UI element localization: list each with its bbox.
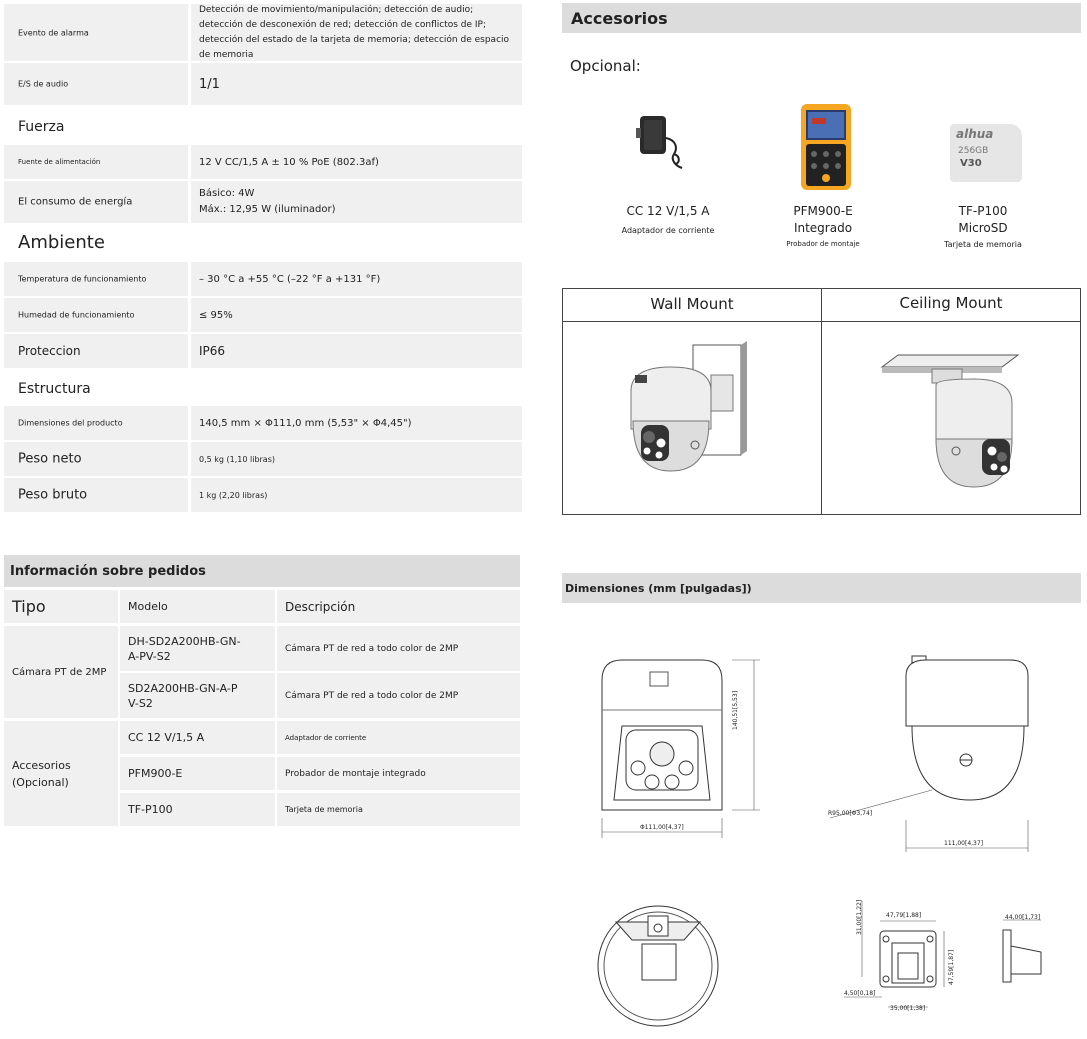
spec-label: Peso neto <box>18 451 82 467</box>
spec-label: El consumo de energía <box>18 196 133 208</box>
section-power: Fuerza <box>18 119 65 135</box>
optional-label: Opcional: <box>570 57 641 75</box>
accessory-name: TF-P100 <box>958 204 1008 218</box>
spec-value: IP66 <box>199 344 226 358</box>
accessory-name-line2: MicroSD <box>958 221 1008 235</box>
dimension-bracket-view <box>840 895 970 1020</box>
spec-row-power-consumption <box>4 181 522 223</box>
spec-label: Evento de alarma <box>18 28 89 37</box>
ceiling-mount-label: Ceiling Mount <box>899 294 1003 312</box>
desc-text: Probador de montaje integrado <box>285 768 426 779</box>
accessory-name: CC 12 V/1,5 A <box>626 204 710 218</box>
section-structure: Estructura <box>18 381 91 397</box>
spec-row-audio-io <box>4 63 522 105</box>
wall-mount-label: Wall Mount <box>650 295 734 313</box>
table-row-desc <box>277 757 520 790</box>
dimensions-title: Dimensiones (mm [pulgadas]) <box>562 573 1081 603</box>
desc-text: Cámara PT de red a todo color de 2MP <box>285 690 459 701</box>
spec-value: – 30 °C a +55 °C (–22 °F a +131 °F) <box>199 273 381 285</box>
dim-bracket-side: 44,00[1,73] <box>1005 914 1041 921</box>
spec-value: 1 kg (2,20 libras) <box>199 490 268 500</box>
tester-device-icon <box>796 102 856 192</box>
microsd-card-icon <box>950 124 1022 182</box>
spec-row-gross-weight <box>4 478 522 512</box>
dim-front-height: 140,51[5,53] <box>732 690 739 730</box>
spec-label: Temperatura de funcionamiento <box>18 274 147 284</box>
model-text: SD2A200HB-GN-A-PV-S2 <box>128 681 238 710</box>
spec-value: 1/1 <box>199 76 220 92</box>
accessory-item-adapter <box>598 203 738 235</box>
dim-bracket-height: 47,59[1,87] <box>948 949 955 985</box>
table-row-model <box>120 757 275 790</box>
section-environment: Ambiente <box>18 232 105 253</box>
card-class: V30 <box>960 158 982 169</box>
dim-front-width: Φ111,00[4,37] <box>640 824 684 831</box>
spec-row-power-supply <box>4 145 522 179</box>
desc-text: Adaptador de corriente <box>285 733 367 742</box>
accessory-name-line2: Integrado <box>793 221 853 235</box>
wall-mount-camera-image <box>613 339 763 489</box>
spec-row-net-weight <box>4 442 522 476</box>
power-adapter-icon <box>628 108 698 178</box>
model-text: PFM900-E <box>128 767 183 780</box>
accessory-caption: Tarjeta de memoria <box>944 240 1022 249</box>
card-brand-logo: alhua <box>956 127 994 141</box>
spec-value-line2: Máx.: 12,95 W (iluminador) <box>199 204 336 215</box>
table-row-desc <box>277 793 520 826</box>
spec-label: Humedad de funcionamiento <box>18 310 135 320</box>
model-text: CC 12 V/1,5 A <box>128 731 205 744</box>
model-text: DH-SD2A200HB-GN-A-PV-S2 <box>128 634 241 663</box>
table-row-desc <box>277 626 520 671</box>
accessory-caption: Probador de montaje <box>786 240 860 248</box>
type-camera <box>4 626 118 718</box>
dim-bracket-top: 31,00[1,22] <box>856 899 863 935</box>
spec-label: Proteccion <box>18 344 81 358</box>
col-header-desc <box>277 590 520 623</box>
spec-label: Fuente de alimentación <box>18 158 101 166</box>
accessory-item-microsd <box>913 203 1053 249</box>
table-row-model <box>120 626 275 671</box>
dimension-front-view <box>592 650 782 850</box>
spec-value: ≤ 95% <box>199 309 233 321</box>
type-acc-line1: Accesorios <box>12 758 71 772</box>
spec-value-line1: Básico: 4W <box>199 188 255 199</box>
table-row-desc <box>277 673 520 718</box>
table-row-desc <box>277 721 520 754</box>
spec-value: Detección de movimiento/manipulación; detección de audio; detección de desconexión de red; detección de conflictos de IP; detección del estado de la tarjeta de memoria; detección de espacio de memoria <box>199 4 510 60</box>
spec-value: 140,5 mm × Φ111,0 mm (5,53" × Φ4,45") <box>199 417 412 429</box>
dim-side-width: 111,00[4,37] <box>944 840 984 847</box>
type-accessories <box>4 721 118 826</box>
col-header-model-text: Modelo <box>128 600 168 613</box>
table-row-model <box>120 673 275 718</box>
ordering-title: Información sobre pedidos <box>4 555 520 587</box>
accessories-title: Accesorios <box>562 3 1081 33</box>
dimension-top-view <box>594 900 724 1030</box>
dim-bracket-bottom: 35,00[1,38] <box>890 1005 926 1012</box>
dim-side-dome: R95,00[Φ3,74] <box>828 810 873 817</box>
type-camera-text: Cámara PT de 2MP <box>12 666 107 678</box>
spec-row-alarm-event <box>4 4 522 61</box>
table-row-model <box>120 793 275 826</box>
type-acc-line2: (Opcional) <box>12 775 69 789</box>
mount-table <box>562 288 1081 515</box>
dimension-bracket-side-view <box>995 910 1055 990</box>
spec-row-dimensions <box>4 406 522 440</box>
table-row-model <box>120 721 275 754</box>
dim-bracket-hole: 4,50[0,18] <box>844 990 876 997</box>
accessory-name: PFM900-E <box>793 204 853 218</box>
desc-text: Tarjeta de memoria <box>285 805 363 814</box>
spec-label: E/S de audio <box>18 79 69 89</box>
spec-label: Dimensiones del producto <box>18 418 123 428</box>
ceiling-mount-camera-image <box>878 347 1028 497</box>
card-capacity: 256GB <box>958 146 989 156</box>
spec-row-operating-humidity <box>4 298 522 332</box>
dimension-side-view <box>820 650 1050 860</box>
col-header-type-text: Tipo <box>12 597 46 616</box>
model-text: TF-P100 <box>128 803 173 816</box>
accessory-item-tester <box>753 203 893 248</box>
spec-value: 0,5 kg (1,10 libras) <box>199 454 275 464</box>
dim-bracket-width: 47,79[1,88] <box>886 912 922 919</box>
spec-value: 12 V CC/1,5 A ± 10 % PoE (802.3af) <box>199 156 379 168</box>
col-header-desc-text: Descripción <box>285 599 356 614</box>
col-header-type <box>4 590 118 623</box>
desc-text: Cámara PT de red a todo color de 2MP <box>285 643 459 654</box>
spec-row-protection <box>4 334 522 368</box>
spec-label: Peso bruto <box>18 487 88 503</box>
accessory-caption: Adaptador de corriente <box>621 226 715 235</box>
spec-row-operating-temp <box>4 262 522 296</box>
col-header-model <box>120 590 275 623</box>
